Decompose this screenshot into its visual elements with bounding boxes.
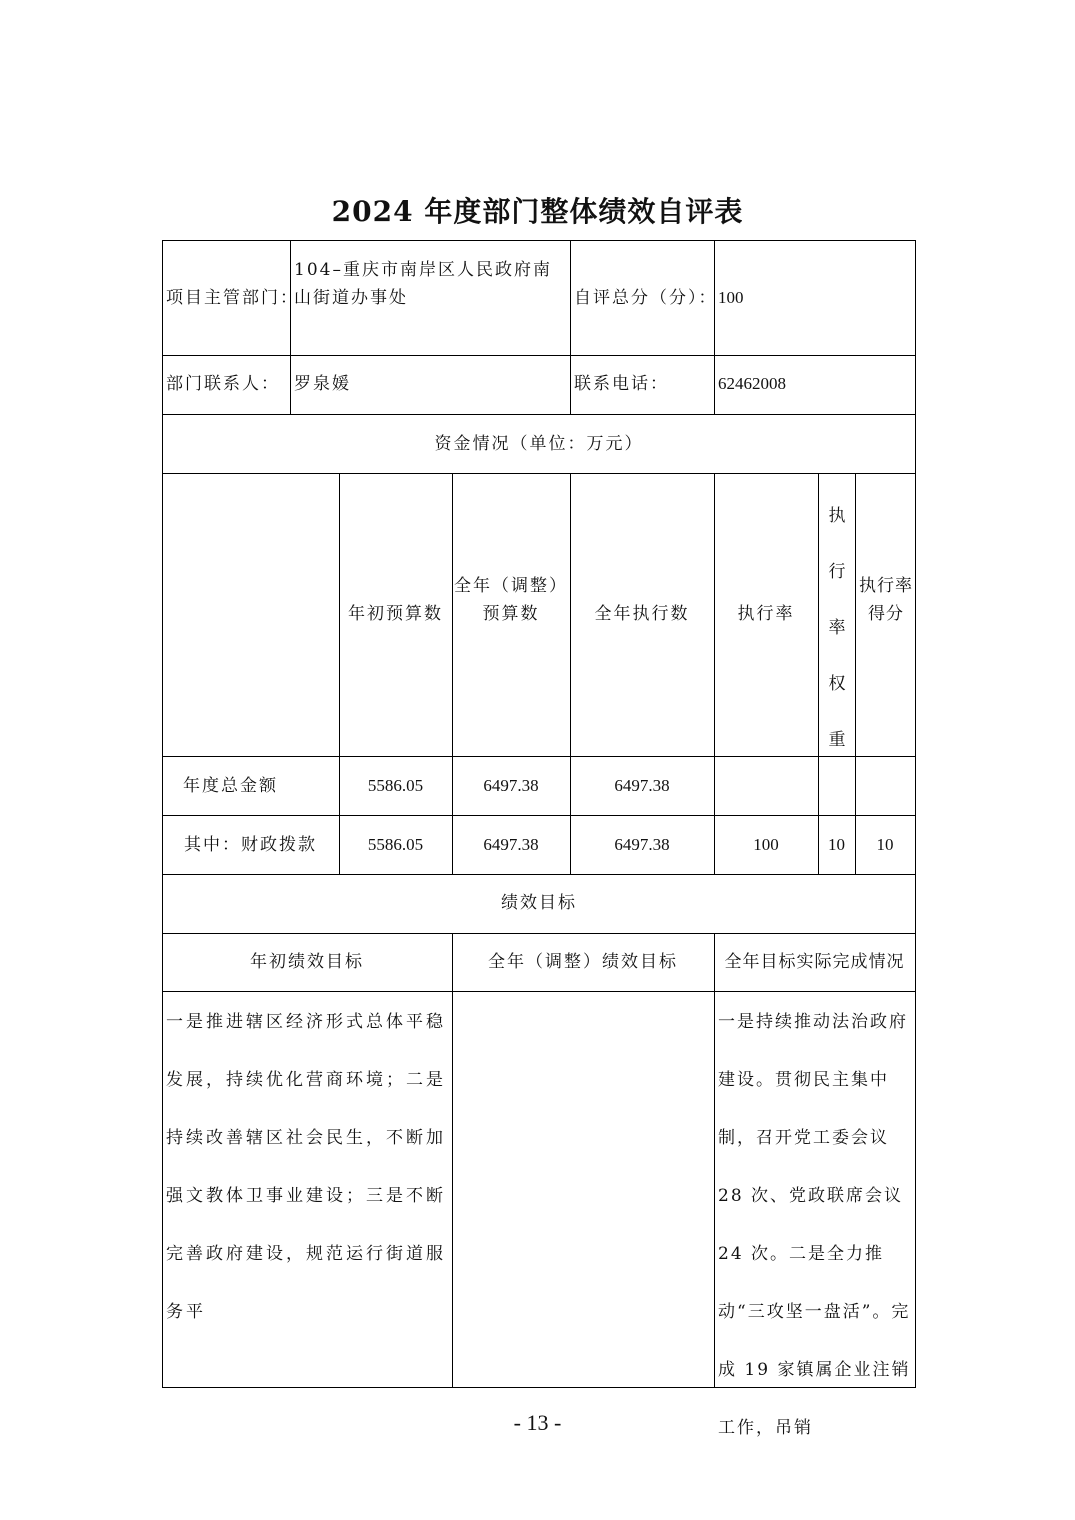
dept-label: 项目主管部门：	[166, 288, 299, 308]
row-fiscal-score: 10	[876, 835, 894, 854]
contact-label: 部门联系人：	[166, 374, 280, 394]
goals-actual-text: 一是持续推动法治政府建设。贯彻民主集中制，召开党工委会议 28 次、党政联席会议 24 次。二是全力推动“三攻坚一盘活”。完成 19 家镇属企业注销工作，吊销	[718, 1012, 911, 1438]
col-executed: 全年执行数	[594, 604, 690, 624]
goals-section-title: 绩效目标	[501, 893, 577, 913]
dept-value: 104–重庆市南岸区人民政府南山街道办事处	[294, 260, 552, 308]
row-total-executed: 6497.38	[614, 776, 670, 795]
score-label: 自评总分（分）：	[574, 288, 718, 308]
col-initial-budget: 年初预算数	[348, 604, 443, 624]
score-value: 100	[718, 288, 744, 307]
goals-initial-text: 一是推进辖区经济形式总体平稳发展，持续优化营商环境；二是持续改善辖区社会民生，不断加强文教体卫事业建设；三是不断完善政府建设，规范运行街道服务平	[166, 1012, 446, 1322]
row-fiscal-weight: 10	[828, 835, 845, 854]
goals-adjusted-text	[456, 993, 710, 1383]
page-number: - 13 -	[513, 1410, 562, 1435]
row-fiscal-adjusted: 6497.38	[483, 835, 539, 854]
row-total-adjusted: 6497.38	[483, 776, 539, 795]
row-total-initial: 5586.05	[367, 776, 424, 795]
goals-col-adjusted: 全年（调整）绩效目标	[488, 952, 678, 972]
contact-value: 罗泉媛	[294, 374, 351, 394]
row-fiscal-initial: 5586.05	[367, 835, 424, 854]
col-adjusted-budget: 全年（调整）预算数	[454, 576, 568, 624]
row-fiscal-executed: 6497.38	[614, 835, 670, 854]
col-exec-rate: 执行率	[737, 604, 795, 624]
goals-col-initial: 年初绩效目标	[250, 952, 364, 972]
row-fiscal-rate: 100	[753, 835, 779, 854]
funds-section-title: 资金情况（单位：万元）	[434, 434, 644, 454]
phone-label: 联系电话：	[574, 374, 669, 394]
col-exec-weight: 执行率权重	[828, 506, 846, 750]
row-fiscal-label: 其中：财政拨款	[184, 835, 317, 855]
col-exec-score: 执行率得分	[859, 576, 913, 624]
phone-value: 62462008	[718, 374, 786, 393]
goals-col-actual: 全年目标实际完成情况	[724, 952, 905, 972]
row-total-label: 年度总金额	[183, 776, 278, 796]
page-title: 2024 年度部门整体绩效自评表	[331, 195, 744, 228]
